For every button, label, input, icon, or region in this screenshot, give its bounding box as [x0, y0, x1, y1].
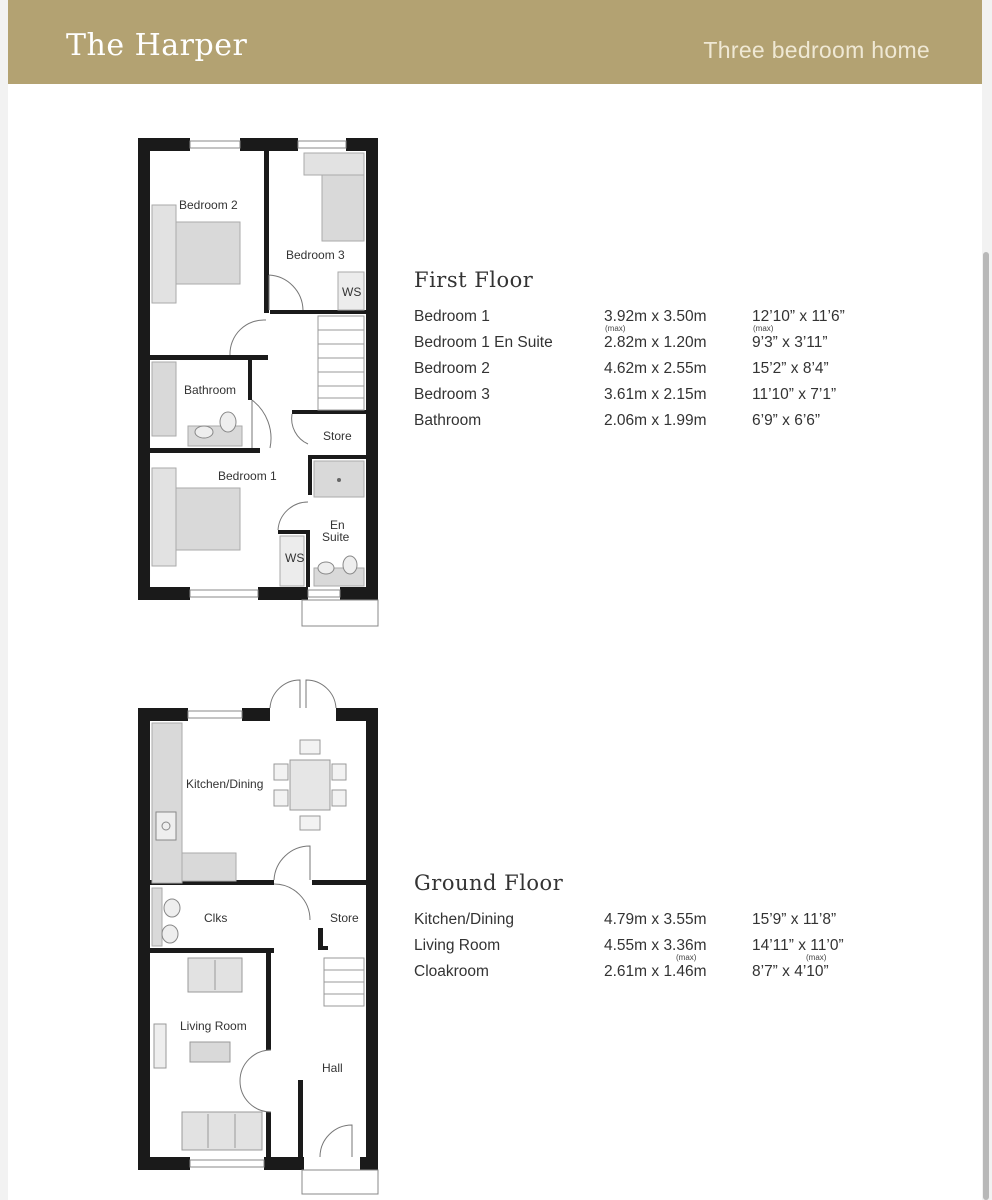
scrollbar[interactable]: [983, 252, 989, 1200]
room-row: [414, 360, 874, 386]
room-metric: 2.06m x 1.99m: [604, 412, 707, 429]
room-name: Bedroom 1 En Suite: [414, 334, 553, 351]
room-imperial: 8’7” x 4’10”: [752, 963, 829, 980]
room-name: Bedroom 1: [414, 308, 490, 325]
plan-label-ws-top: WS: [342, 285, 362, 299]
plan-label-living-room: Living Room: [180, 1019, 247, 1033]
room-imperial: 15’9” x 11’8”: [752, 911, 837, 928]
plan-label-store: Store: [323, 429, 352, 443]
room-row: [414, 412, 874, 438]
plan-label-store-ground: Store: [330, 911, 359, 925]
room-name: Bedroom 2: [414, 360, 490, 377]
room-row: [414, 911, 874, 937]
max-note: (max): [806, 953, 827, 962]
room-imperial: 12’10” x 11’6”: [752, 308, 845, 325]
first-floor-schedule: [414, 268, 874, 438]
room-metric: 4.55m x 3.36m: [604, 937, 707, 954]
room-imperial: 9’3” x 3’11”: [752, 334, 828, 351]
plan-label-bedroom-3: Bedroom 3: [286, 248, 345, 262]
room-metric: 3.92m x 3.50m: [604, 308, 707, 325]
room-row: [414, 963, 874, 989]
room-name: Bathroom: [414, 412, 482, 429]
room-row: [414, 308, 874, 334]
plan-label-clks: Clks: [204, 911, 228, 925]
plan-label-bedroom-1: Bedroom 1: [218, 469, 277, 483]
room-metric: 4.79m x 3.55m: [604, 911, 707, 928]
floor-plans: [8, 0, 982, 1200]
max-note: (max): [605, 324, 626, 333]
room-metric: 3.61m x 2.15m: [604, 386, 707, 403]
room-imperial: 11’10” x 7’1”: [752, 386, 837, 403]
ground-floor-plan: [138, 680, 378, 1194]
plan-label-kitchen: Kitchen/Dining: [186, 777, 264, 791]
room-name: Kitchen/Dining: [414, 911, 514, 928]
plan-label-en-suite-line2: Suite: [322, 530, 350, 544]
plan-label-en-suite-line1: En: [330, 518, 345, 532]
room-row: [414, 386, 874, 412]
max-note: (max): [676, 953, 697, 962]
plan-label-hall: Hall: [322, 1061, 343, 1075]
first-floor-plan: [138, 138, 378, 626]
page-title: The Harper: [66, 28, 248, 63]
plan-label-bedroom-2: Bedroom 2: [179, 198, 238, 212]
room-name: Living Room: [414, 937, 501, 954]
room-imperial: 14’11” x 11’0”: [752, 937, 844, 954]
plan-label-bathroom: Bathroom: [184, 383, 237, 397]
page-subtitle: Three bedroom home: [703, 37, 930, 63]
first-floor-heading: First Floor: [414, 268, 534, 292]
ground-floor-schedule: [414, 871, 874, 989]
room-row: [414, 937, 874, 963]
room-name: Bedroom 3: [414, 386, 490, 403]
brochure-page: [8, 0, 982, 1200]
room-row: [414, 334, 874, 360]
room-metric: 4.62m x 2.55m: [604, 360, 707, 377]
room-metric: 2.61m x 1.46m: [604, 963, 707, 980]
plan-label-ws-bottom: WS: [285, 551, 305, 565]
room-metric: 2.82m x 1.20m: [604, 334, 707, 351]
room-imperial: 15’2” x 8’4”: [752, 360, 829, 377]
ground-floor-heading: Ground Floor: [414, 871, 564, 895]
room-imperial: 6’9” x 6’6”: [752, 412, 821, 429]
room-name: Cloakroom: [414, 963, 489, 980]
max-note: (max): [753, 324, 774, 333]
